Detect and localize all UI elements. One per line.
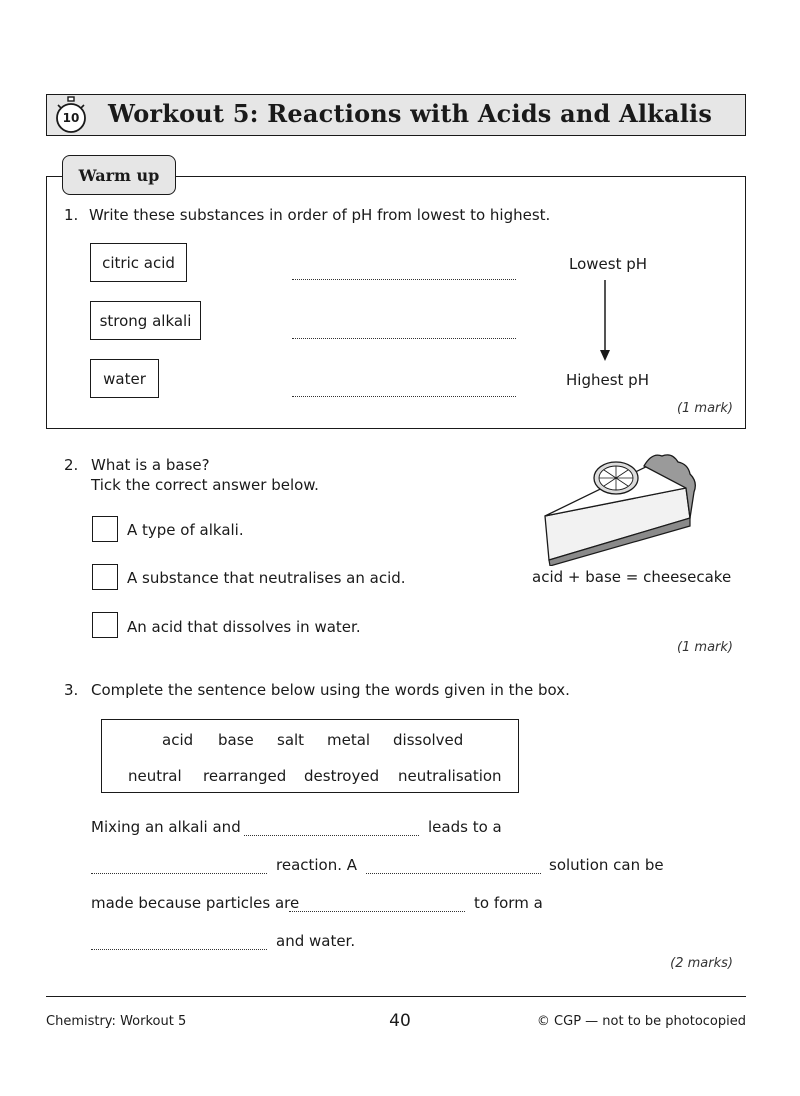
sentence-part-4: solution can be [549, 856, 664, 874]
tick-box-3[interactable] [92, 612, 118, 638]
q2-option-1: A type of alkali. [127, 521, 244, 539]
blank-3[interactable] [366, 873, 541, 874]
sentence-part-2: leads to a [428, 818, 502, 836]
down-arrow-icon [598, 280, 612, 362]
q1-marks: (1 mark) [676, 401, 733, 416]
cheesecake-illustration [540, 448, 700, 566]
q2-option-2: A substance that neutralises an acid. [127, 569, 406, 587]
word-salt: salt [277, 731, 305, 749]
q1-number: 1. [64, 206, 79, 224]
word-acid: acid [162, 731, 194, 749]
word-neutral: neutral [128, 767, 182, 785]
cheesecake-caption: acid + base = cheesecake [532, 568, 732, 586]
answer-line-2[interactable] [292, 338, 516, 339]
word-metal: metal [327, 731, 371, 749]
q2-option-3: An acid that dissolves in water. [127, 618, 361, 636]
substance-citric-acid: citric acid [90, 243, 187, 282]
sentence-part-7: and water. [276, 932, 356, 950]
footer-left: Chemistry: Workout 5 [46, 1014, 187, 1029]
timer-minutes: 10 [62, 111, 80, 125]
answer-line-3[interactable] [292, 396, 516, 397]
blank-2[interactable] [91, 873, 267, 874]
blank-1[interactable] [244, 835, 419, 836]
warm-up-tab: Warm up [62, 155, 176, 195]
blank-4[interactable] [289, 911, 465, 912]
word-neutralisation: neutralisation [398, 767, 502, 785]
footer-rule [46, 996, 746, 997]
word-base: base [218, 731, 254, 749]
page-title: Workout 5: Reactions with Acids and Alkalis [108, 99, 713, 128]
q3-marks: (2 marks) [670, 956, 733, 971]
blank-5[interactable] [91, 949, 267, 950]
footer-right: © CGP — not to be photocopied [536, 1014, 746, 1029]
q1-prompt: Write these substances in order of pH from lowest to highest. [89, 206, 551, 224]
q2-marks: (1 mark) [676, 640, 733, 655]
q2-number: 2. [64, 456, 79, 474]
word-dissolved: dissolved [393, 731, 464, 749]
sentence-part-5: made because particles are [91, 894, 300, 912]
lowest-ph-label: Lowest pH [569, 255, 648, 273]
answer-line-1[interactable] [292, 279, 516, 280]
q3-prompt: Complete the sentence below using the words given in the box. [91, 681, 570, 699]
tick-box-2[interactable] [92, 564, 118, 590]
word-rearranged: rearranged [203, 767, 287, 785]
highest-ph-label: Highest pH [566, 371, 649, 389]
word-destroyed: destroyed [304, 767, 380, 785]
q2-prompt-line1: What is a base? [91, 456, 210, 474]
sentence-part-1: Mixing an alkali and [91, 818, 241, 836]
q3-number: 3. [64, 681, 79, 699]
q2-prompt-line2: Tick the correct answer below. [91, 476, 319, 494]
sentence-part-6: to form a [474, 894, 543, 912]
sentence-part-3: reaction. A [276, 856, 358, 874]
substance-strong-alkali: strong alkali [90, 301, 201, 340]
page-number: 40 [389, 1011, 411, 1031]
substance-water: water [90, 359, 159, 398]
tick-box-1[interactable] [92, 516, 118, 542]
